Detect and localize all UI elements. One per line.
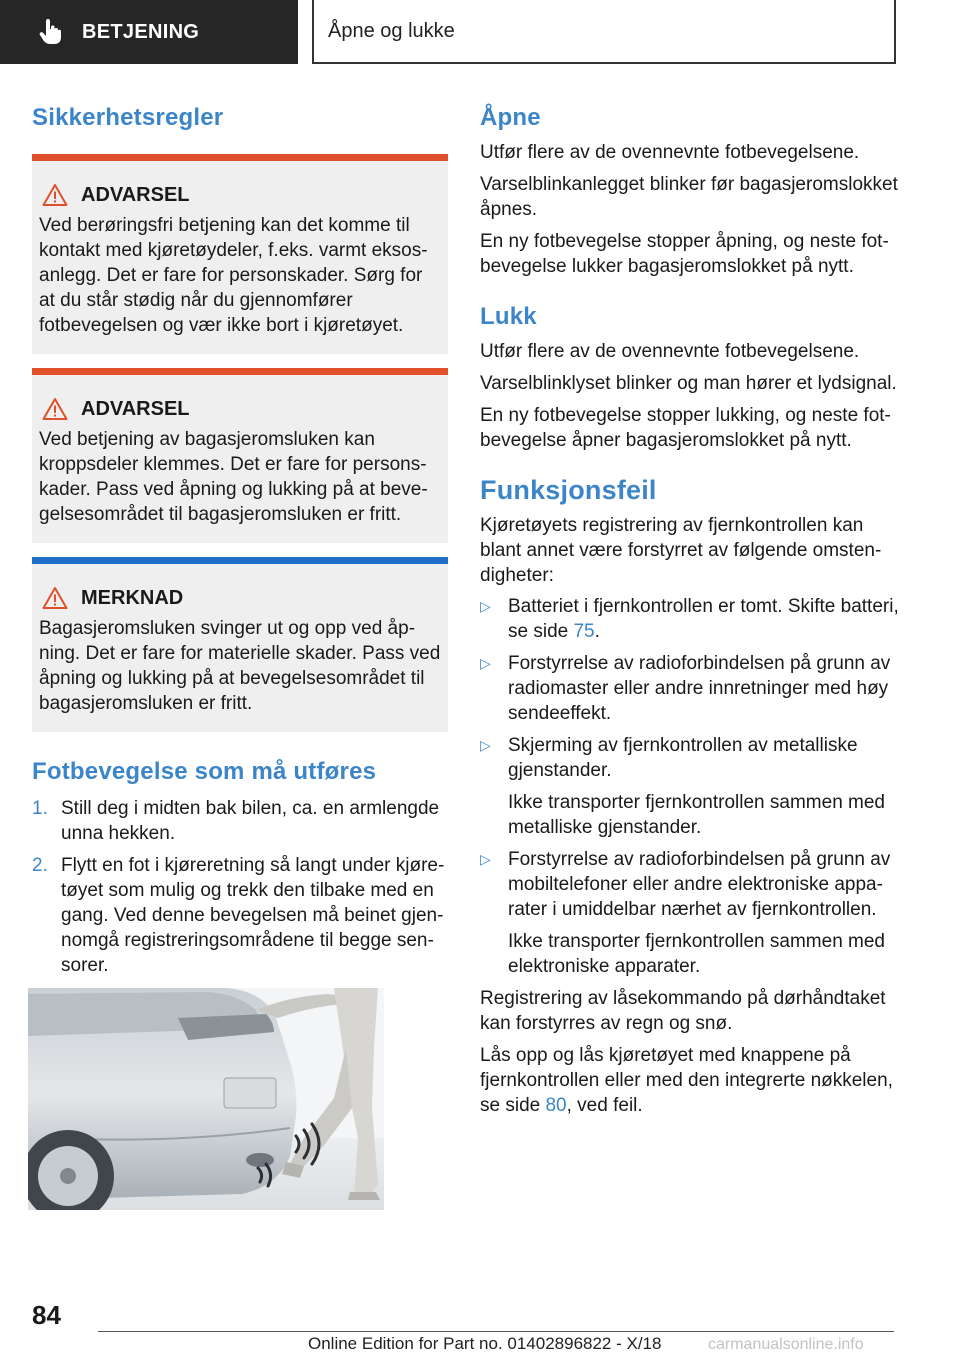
paragraph: Utfør flere av de ovennevnte fotbevegelsene.: [480, 341, 860, 362]
warning-triangle-icon: [42, 183, 68, 207]
paragraph: Registrering av låsekommando på dørhåndtaket kan forstyrres av regn og snø.: [480, 988, 886, 1034]
page-number: 84: [32, 1300, 61, 1330]
fault-heading: Funksjonsfeil: [480, 475, 657, 505]
page-title: Åpne og lukke: [328, 19, 455, 42]
bullet-text: Batteriet i fjernkontrollen er tomt. Skifte batteri, se side: [508, 596, 899, 642]
open-heading: Åpne: [480, 104, 541, 131]
bullet-subtext: Ikke transporter fjernkontrollen sammen med elektroniske apparater.: [508, 931, 885, 977]
left-column: [32, 96, 448, 985]
page-header: [0, 0, 960, 66]
triangle-bullet-icon: ▷: [480, 737, 491, 753]
list-item: [32, 853, 448, 978]
warning-bar: [32, 368, 448, 375]
note-title: MERKNAD: [81, 587, 184, 609]
paragraph: En ny fotbevegelse stopper åpning, og neste fotbevegelse lukker bagasjeromslokket på nytt.: [480, 231, 889, 277]
close-heading: Lukk: [480, 303, 537, 330]
page-title-tab: [312, 0, 896, 64]
steps-list: [32, 796, 448, 978]
paragraph: Varselblinklyset blinker og man hører et lydsignal.: [480, 373, 897, 394]
step-number: 2.: [32, 855, 48, 876]
triangle-bullet-icon: ▷: [480, 598, 491, 614]
bullet-text: Forstyrrelse av radioforbindelsen på grunn av mobiltelefoner eller andre elektroniske apparater i umiddelbar nærhet av fjernkontrollen.: [508, 849, 891, 920]
step-text: Still deg i midten bak bilen, ca. en armlengde unna hekken.: [61, 798, 440, 844]
page-link[interactable]: 80: [545, 1095, 567, 1116]
watermark: carmanualsonline.info: [708, 1336, 864, 1353]
warning-title: ADVARSEL: [81, 184, 190, 206]
warning-triangle-icon: [42, 586, 68, 610]
bullet-text: .: [594, 621, 600, 642]
bullet-subtext: Ikke transporter fjernkontrollen sammen med metalliske gjenstander.: [508, 792, 885, 838]
warning-box-1: [32, 154, 448, 354]
paragraph-text: Lås opp og lås kjøretøyet med knappene på fjernkontrollen eller med den integrerte nøkkelen, se side: [480, 1045, 893, 1116]
edition-text: Online Edition for Part no. 01402896822 - X/18: [308, 1334, 662, 1353]
paragraph: Kjøretøyets registrering av fjernkontrollen kan blant annet være forstyrret av følgende omstendigheter:: [480, 515, 882, 586]
step-text: Flytt en fot i kjøreretning så langt under kjøretøyet som mulig og trekk den tilbake med en gang. Ved denne bevegelsen må beinet gjennomgå registreringsområdene til begge sensorer.: [61, 855, 445, 976]
footer-divider: [98, 1331, 894, 1332]
list-item: [480, 651, 900, 726]
bullet-text: Forstyrrelse av radioforbindelsen på grunn av radiomaster eller andre innretninger med høy sendeeffekt.: [508, 653, 891, 724]
list-item: [480, 847, 900, 979]
paragraph: Utfør flere av de ovennevnte fotbevegelsene.: [480, 142, 860, 163]
paragraph: Varselblinkanlegget blinker før bagasjeromslokket åpnes.: [480, 174, 898, 220]
bullet-text: Skjerming av fjernkontrollen av metalliske gjenstander.: [508, 735, 858, 781]
paragraph: En ny fotbevegelse stopper lukking, og neste fotbevegelse åpner bagasjeromslokket på nytt.: [480, 405, 891, 451]
list-item: [32, 796, 448, 846]
warning-title: ADVARSEL: [81, 398, 190, 420]
triangle-bullet-icon: ▷: [480, 851, 491, 867]
note-bar: [32, 557, 448, 564]
steps-heading: Fotbevegelse som må utføres: [32, 758, 377, 785]
list-item: [480, 733, 900, 840]
warning-text: Ved betjening av bagasjeromsluken kan kroppsdeler klemmes. Det er fare for personskader. Pass ved åpning og lukking på at bevegelsesområdet til bagasjeromsluken er fritt.: [39, 429, 428, 525]
note-box: [32, 557, 448, 732]
right-column: [480, 96, 900, 1118]
warning-box-2: [32, 368, 448, 543]
warning-bar: [32, 154, 448, 161]
safety-heading: Sikkerhetsregler: [32, 104, 224, 131]
paragraph-text: , ved feil.: [566, 1095, 643, 1116]
section-label: BETJENING: [82, 20, 200, 43]
step-number: 1.: [32, 798, 48, 819]
note-text: Bagasjeromsluken svinger ut og opp ved åpning. Det er fare for materielle skader. Pass ved åpning og lukking på at bevegelsesområdet til bagasjeromsluken er fritt.: [39, 618, 441, 714]
foot-gesture-illustration: [28, 988, 384, 1210]
page-link[interactable]: 75: [573, 621, 595, 642]
warning-triangle-icon: [42, 397, 68, 421]
list-item: [480, 594, 900, 644]
hand-pointer-icon: [36, 17, 66, 47]
warning-text: Ved berøringsfri betjening kan det komme til kontakt med kjøretøydeler, f.eks. varmt eksosanlegg. Det er fare for personskader. Sørg for at du står stødig når du gjennomfører fotbevegelsen og vær ikke bort i kjøretøyet.: [39, 215, 428, 336]
paragraph: [480, 1043, 900, 1118]
fault-list: [480, 594, 900, 979]
section-tab: [0, 0, 298, 64]
triangle-bullet-icon: ▷: [480, 655, 491, 671]
